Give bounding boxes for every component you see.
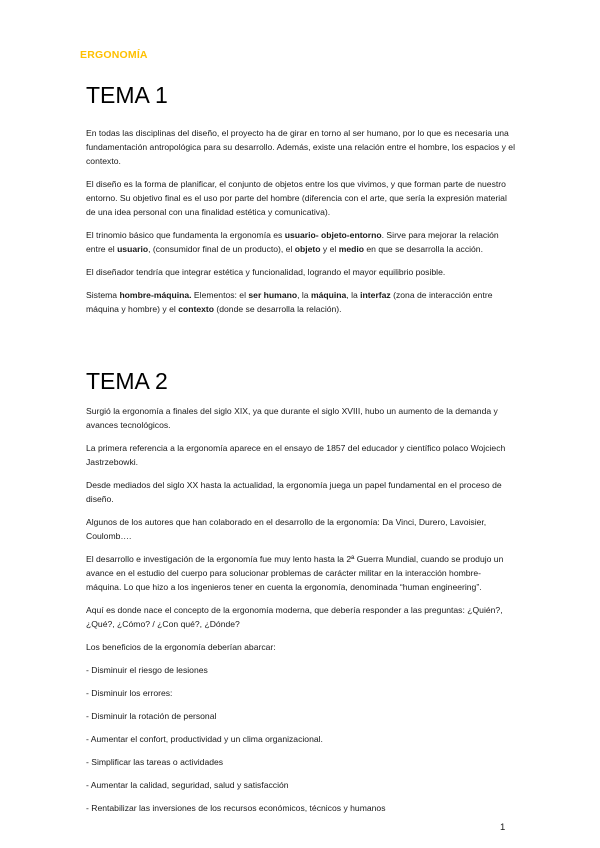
- text-run: Sistema: [86, 290, 120, 300]
- text-run: Elementos: el: [191, 290, 249, 300]
- tema2-paragraph-6: Aquí es donde nace el concepto de la ergonomía moderna, que debería responder a las preguntas: ¿Quién?, ¿Qué?, ¿Cómo? / ¿Con qué?, ¿Dónde?: [86, 605, 503, 629]
- list-item: - Aumentar el confort, productividad y un clima organizacional.: [86, 734, 323, 744]
- bold-term-trinomio: usuario- objeto-entorno: [284, 230, 382, 240]
- document-header: ERGONOMÍA: [80, 49, 148, 61]
- page-number: 1: [500, 822, 506, 833]
- bold-term-usuario: usuario: [117, 244, 149, 254]
- tema2-section: [86, 404, 516, 824]
- tema2-heading: TEMA 2: [86, 368, 168, 394]
- list-item: - Disminuir los errores:: [86, 688, 173, 698]
- benefits-list: [86, 663, 516, 815]
- tema1-section: [86, 126, 516, 325]
- tema2-paragraph-3: Desde mediados del siglo XX hasta la actualidad, la ergonomía juega un papel fundamental en el proceso de diseño.: [86, 480, 502, 504]
- tema2-paragraph-5: El desarrollo e investigación de la ergonomía fue muy lento hasta la 2ª Guerra Mundial, cuando se produjo un avance en el estudio del cuerpo para solucionar problemas de carácter militar en la interacción hombre-máquina. Lo que hizo a los ingenieros tener en cuenta la ergonomía, denominada “human engineering”.: [86, 554, 504, 592]
- text-run: , la: [346, 290, 361, 300]
- bold-term-objeto: objeto: [294, 244, 321, 254]
- bold-term-contexto: contexto: [178, 304, 214, 314]
- text-run: y el: [320, 244, 339, 254]
- tema1-paragraph-1: En todas las disciplinas del diseño, el proyecto ha de girar en torno al ser humano, por lo que es necesaria una fundamentación antropológica para su desarrollo. Además, existe una relación entre el hombre, los espacios y el contexto.: [86, 128, 515, 166]
- tema2-paragraph-2: La primera referencia a la ergonomía aparece en el ensayo de 1857 del educador y científico polaco Wojciech Jastrzebowki.: [86, 443, 506, 467]
- tema1-paragraph-2: El diseño es la forma de planificar, el conjunto de objetos entre los que vivimos, y que forman parte de nuestro entorno. Su objetivo final es el uso por parte del hombre (diferencia con el arte, que sería la expresión material de una idea personal con una finalidad estética y comunicativa).: [86, 179, 507, 217]
- tema1-paragraph-4: El diseñador tendría que integrar estética y funcionalidad, logrando el mayor equilibrio posible.: [86, 267, 446, 277]
- bold-term-interfaz: interfaz: [360, 290, 391, 300]
- list-item: - Rentabilizar las inversiones de los recursos económicos, técnicos y humanos: [86, 803, 386, 813]
- text-run: (donde se desarrolla la relación).: [214, 304, 342, 314]
- list-item: - Aumentar la calidad, seguridad, salud y satisfacción: [86, 780, 289, 790]
- tema1-heading: TEMA 1: [86, 82, 168, 108]
- list-item: - Disminuir la rotación de personal: [86, 711, 217, 721]
- bold-term-maquina: máquina: [310, 290, 347, 300]
- tema2-paragraph-4: Algunos de los autores que han colaborado en el desarrollo de la ergonomía: Da Vinci, Durero, Lavoisier, Coulomb….: [86, 517, 487, 541]
- tema1-paragraph-3: [86, 228, 516, 256]
- text-run: (zona de interacción entre máquina y hombre) y el: [86, 290, 493, 314]
- bold-term-ser-humano: ser humano: [248, 290, 298, 300]
- bold-term-hombre-maquina: hombre-máquina.: [119, 290, 192, 300]
- list-item: - Simplificar las tareas o actividades: [86, 757, 224, 767]
- text-run: El trinomio básico que fundamenta la ergonomía es: [86, 230, 285, 240]
- text-run: , la: [297, 290, 311, 300]
- tema2-paragraph-1: Surgió la ergonomía a finales del siglo XIX, ya que durante el siglo XVIII, hubo un aumento de la demanda y avances tecnológicos.: [86, 406, 498, 430]
- list-item: - Disminuir el riesgo de lesiones: [86, 665, 208, 675]
- text-run: en que se desarrolla la acción.: [364, 244, 483, 254]
- bold-term-medio: medio: [338, 244, 365, 254]
- tema2-paragraph-7: Los beneficios de la ergonomía deberían abarcar:: [86, 642, 276, 652]
- text-run: , (consumidor final de un producto), el: [148, 244, 295, 254]
- text-run: . Sirve para mejorar la relación entre el: [86, 230, 499, 254]
- tema1-paragraph-5: [86, 288, 516, 316]
